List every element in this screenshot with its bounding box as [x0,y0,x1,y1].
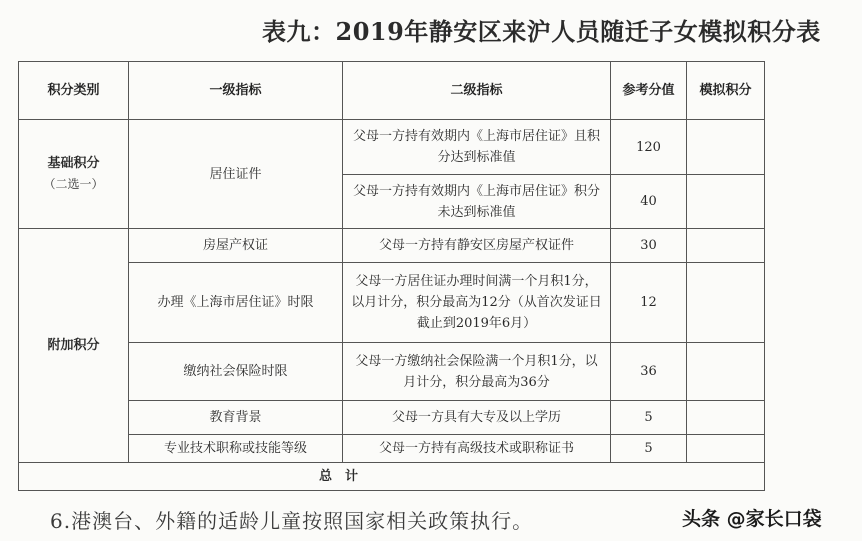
table-row [19,343,765,401]
ref-score-cell: 30 [611,229,687,263]
level1-cell: 缴纳社会保险时限 [129,343,343,401]
sim-score-cell [687,401,765,435]
ref-score-cell: 120 [611,120,687,175]
level2-cell: 父母一方缴纳社会保险满一个月积1分，以月计分，积分最高为36分 [343,343,611,401]
sim-score-cell [687,435,765,463]
ref-score-cell: 36 [611,343,687,401]
sim-score-cell [687,120,765,175]
sim-score-cell [687,343,765,401]
basic-category-cell [19,120,129,229]
basic-level1-cell: 居住证件 [129,120,343,229]
ref-score-cell: 5 [611,401,687,435]
level1-cell: 专业技术职称或技能等级 [129,435,343,463]
header-level1: 一级指标 [129,62,343,120]
table-row [19,229,765,263]
header-level2: 二级指标 [343,62,611,120]
level2-cell: 父母一方具有大专及以上学历 [343,401,611,435]
sim-score-cell [687,263,765,343]
score-table [18,61,765,491]
level1-cell: 办理《上海市居住证》时限 [129,263,343,343]
total-row [19,463,765,491]
table-title: 表九：2019年静安区来沪人员随迁子女模拟积分表 [262,17,821,46]
total-label: 总 计 [19,463,765,491]
table-row [19,401,765,435]
header-ref-score: 参考分值 [611,62,687,120]
ref-score-cell: 12 [611,263,687,343]
level2-cell: 父母一方持有效期内《上海市居住证》且积分达到标准值 [343,120,611,175]
level2-cell: 父母一方持有效期内《上海市居住证》积分未达到标准值 [343,175,611,229]
table-row [19,435,765,463]
level1-cell: 房屋产权证 [129,229,343,263]
sim-score-cell [687,229,765,263]
level2-cell: 父母一方持有静安区房屋产权证件 [343,229,611,263]
extra-category-cell: 附加积分 [19,229,129,463]
watermark: 头条 @家长口袋 [682,508,822,530]
basic-category-name: 基础积分 [47,156,100,171]
header-row [19,62,765,120]
header-sim-score: 模拟积分 [687,62,765,120]
level2-cell: 父母一方居住证办理时间满一个月积1分，以月计分，积分最高为12分（从首次发证日截止到2019年6月） [343,263,611,343]
level1-cell: 教育背景 [129,401,343,435]
ref-score-cell: 5 [611,435,687,463]
sim-score-cell [687,175,765,229]
table-row [19,120,765,175]
table-row [19,263,765,343]
header-category: 积分类别 [19,62,129,120]
level2-cell: 父母一方持有高级技术或职称证书 [343,435,611,463]
basic-category-note: （二选一） [43,177,104,191]
footnote: 6.港澳台、外籍的适龄儿童按照国家相关政策执行。 [50,509,534,533]
ref-score-cell: 40 [611,175,687,229]
